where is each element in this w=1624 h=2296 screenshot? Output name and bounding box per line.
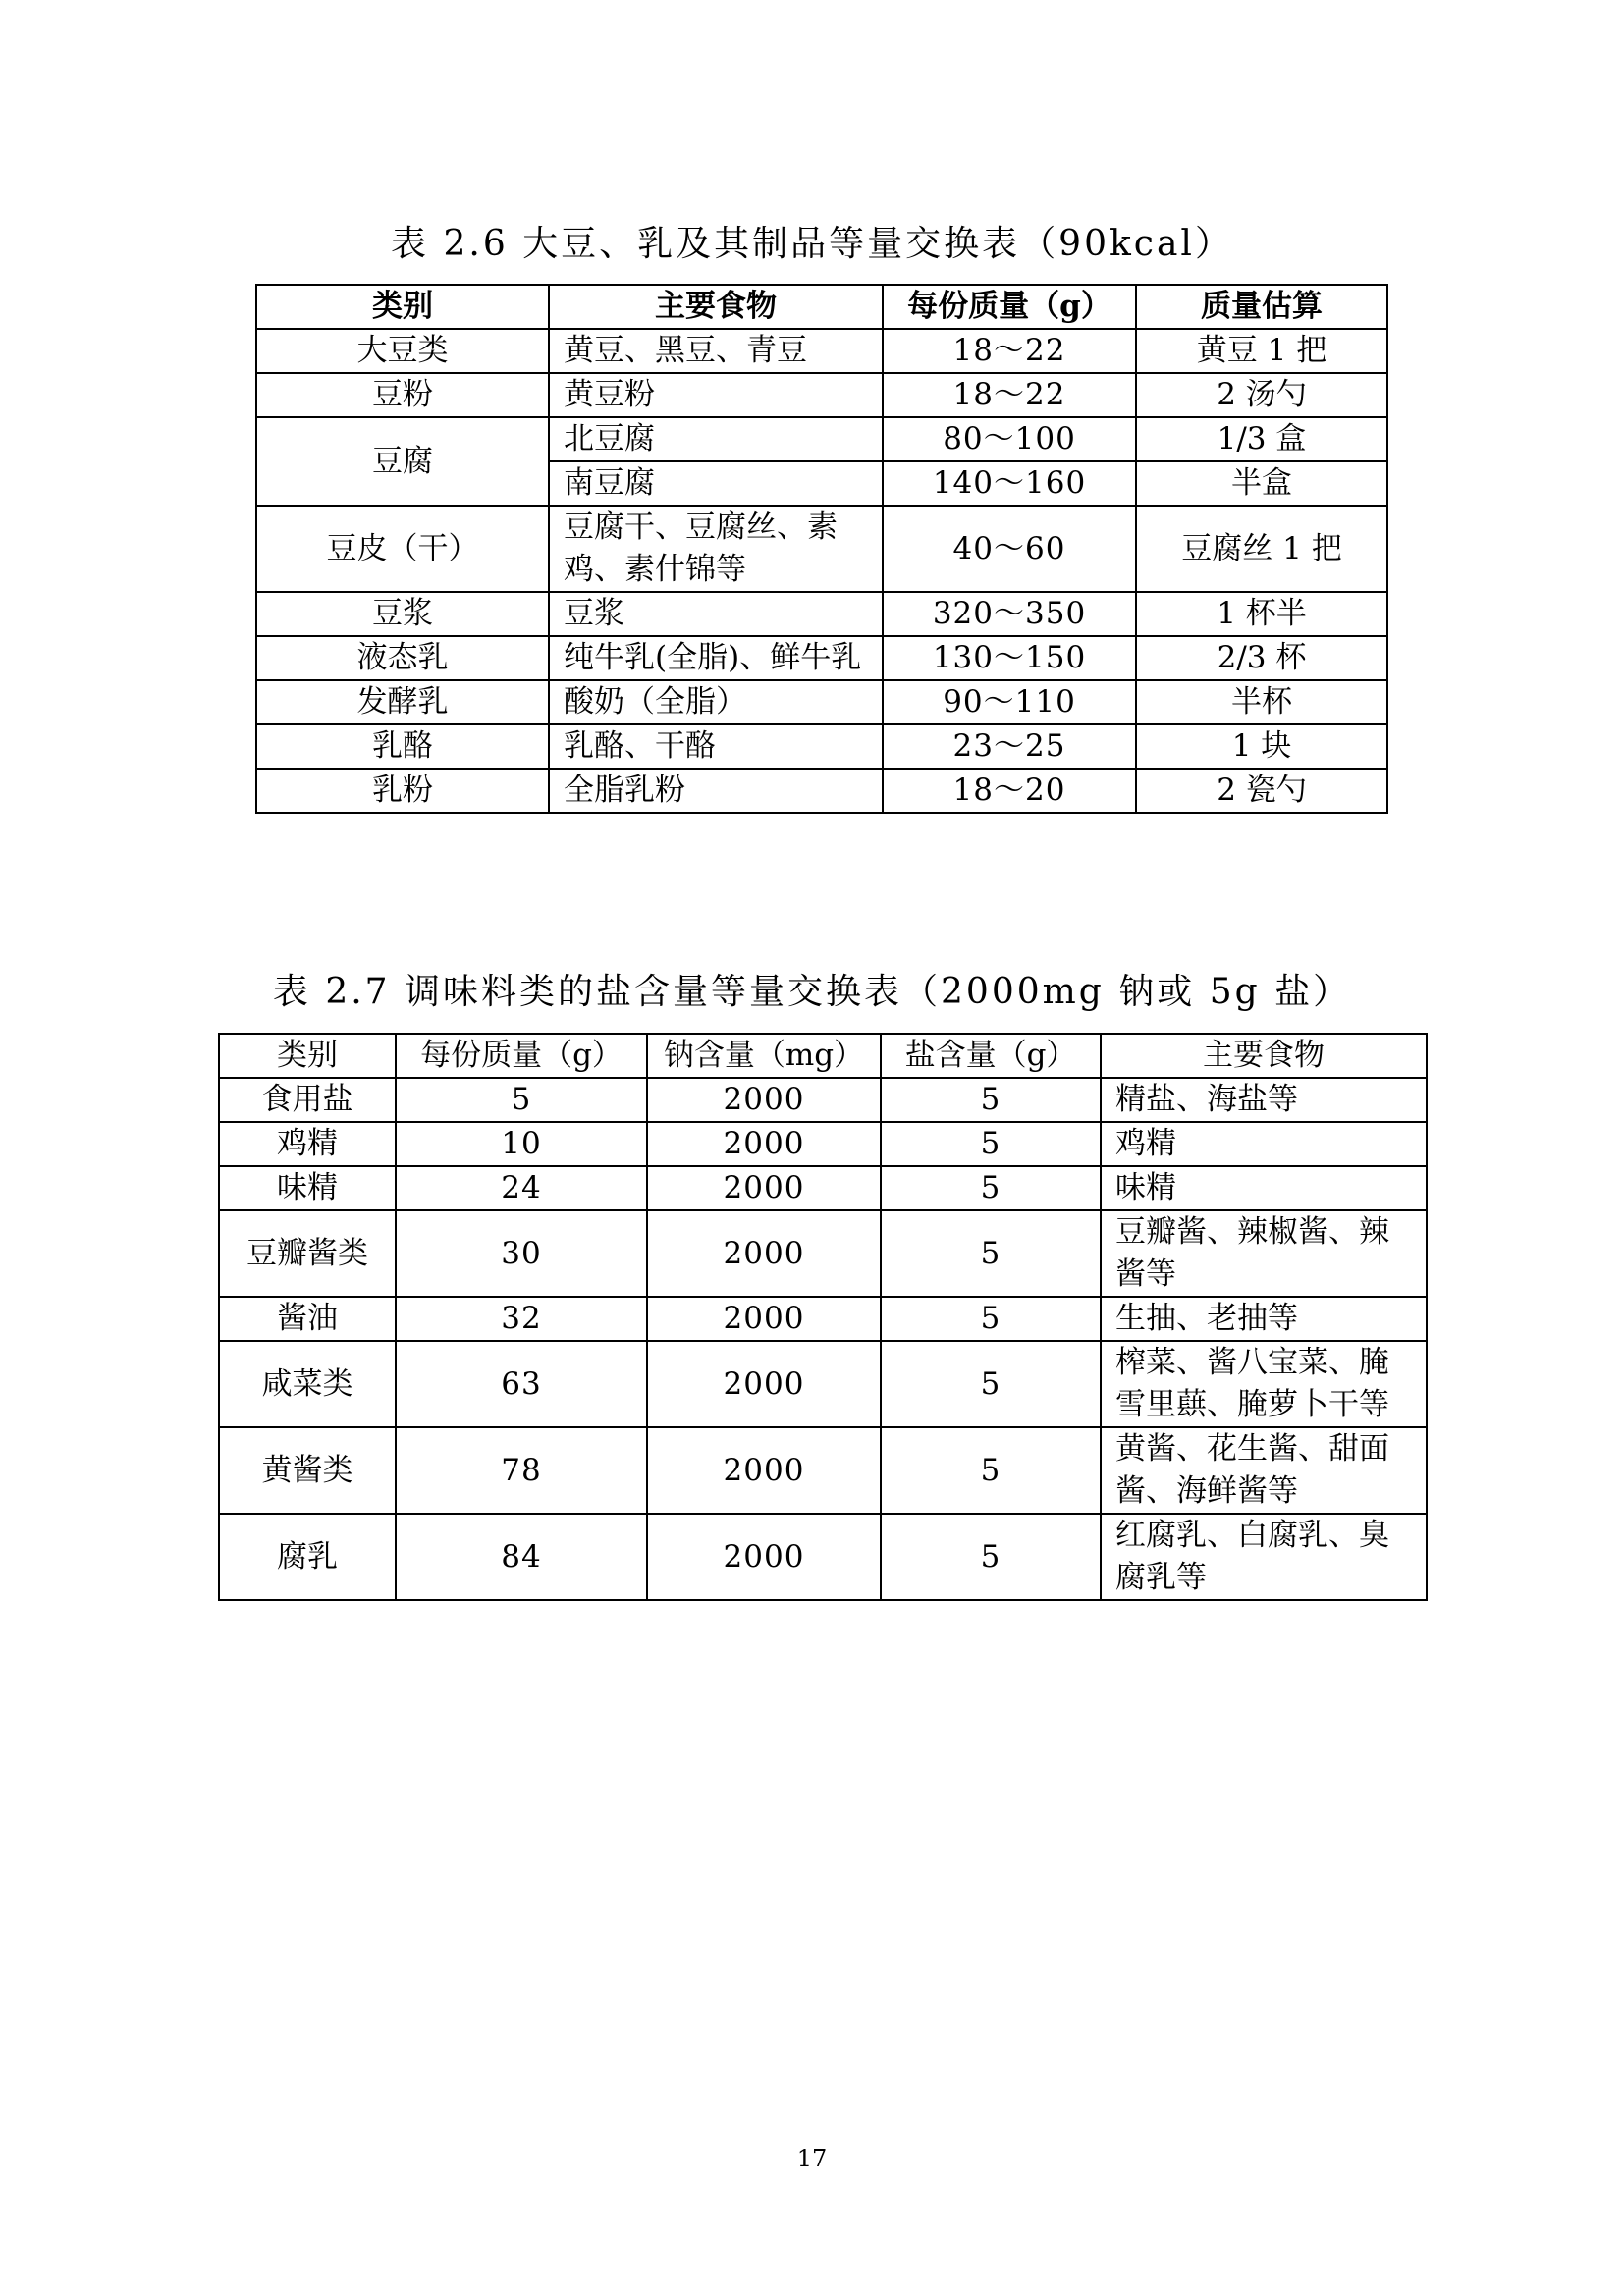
cell-estimate: 2 瓷勺 xyxy=(1136,769,1387,813)
soy-dairy-exchange-table xyxy=(255,284,1388,814)
cell-estimate: 1 块 xyxy=(1136,724,1387,769)
cell-sodium: 2000 xyxy=(647,1210,881,1297)
header-mass: 每份质量（g） xyxy=(396,1034,647,1078)
table2-caption: 表 2.7 调味料类的盐含量等量交换表（2000mg 钠或 5g 盐） xyxy=(272,972,1352,1012)
table-row xyxy=(256,769,1387,813)
cell-category: 豆皮（干） xyxy=(256,506,549,592)
cell-estimate: 1/3 盒 xyxy=(1136,417,1387,461)
cell-category: 大豆类 xyxy=(256,329,549,373)
cell-food: 酸奶（全脂） xyxy=(549,680,883,724)
table-row xyxy=(256,329,1387,373)
header-category: 类别 xyxy=(219,1034,396,1078)
table-row xyxy=(219,1122,1427,1166)
cell-food: 全脂乳粉 xyxy=(549,769,883,813)
seasoning-salt-exchange-table xyxy=(218,1033,1428,1601)
cell-mass: 18～20 xyxy=(883,769,1136,813)
cell-estimate: 2/3 杯 xyxy=(1136,636,1387,680)
cell-mass: 40～60 xyxy=(883,506,1136,592)
header-sodium: 钠含量（mg） xyxy=(647,1034,881,1078)
table-row xyxy=(256,373,1387,417)
cell-food: 黄酱、花生酱、甜面酱、海鲜酱等 xyxy=(1101,1427,1427,1514)
cell-sodium: 2000 xyxy=(647,1341,881,1427)
cell-food: 精盐、海盐等 xyxy=(1101,1078,1427,1122)
cell-estimate: 半杯 xyxy=(1136,680,1387,724)
cell-category: 豆瓣酱类 xyxy=(219,1210,396,1297)
cell-mass: 140～160 xyxy=(883,461,1136,506)
cell-sodium: 2000 xyxy=(647,1122,881,1166)
cell-sodium: 2000 xyxy=(647,1427,881,1514)
cell-category: 豆腐 xyxy=(256,417,549,506)
cell-food: 乳酪、干酪 xyxy=(549,724,883,769)
cell-category: 食用盐 xyxy=(219,1078,396,1122)
cell-mass: 320～350 xyxy=(883,592,1136,636)
cell-mass: 80～100 xyxy=(883,417,1136,461)
cell-mass: 18～22 xyxy=(883,329,1136,373)
cell-category: 发酵乳 xyxy=(256,680,549,724)
cell-mass: 90～110 xyxy=(883,680,1136,724)
header-estimate: 质量估算 xyxy=(1136,285,1387,329)
cell-food: 红腐乳、白腐乳、臭腐乳等 xyxy=(1101,1514,1427,1600)
cell-food: 北豆腐 xyxy=(549,417,883,461)
table-row xyxy=(256,592,1387,636)
cell-sodium: 2000 xyxy=(647,1297,881,1341)
header-category: 类别 xyxy=(256,285,549,329)
cell-category: 酱油 xyxy=(219,1297,396,1341)
table-row xyxy=(219,1166,1427,1210)
cell-food: 味精 xyxy=(1101,1166,1427,1210)
cell-food: 榨菜、酱八宝菜、腌雪里蕻、腌萝卜干等 xyxy=(1101,1341,1427,1427)
cell-salt: 5 xyxy=(881,1427,1101,1514)
cell-mass: 32 xyxy=(396,1297,647,1341)
cell-category: 鸡精 xyxy=(219,1122,396,1166)
cell-mass: 5 xyxy=(396,1078,647,1122)
cell-category: 腐乳 xyxy=(219,1514,396,1600)
cell-food: 鸡精 xyxy=(1101,1122,1427,1166)
header-mass: 每份质量（g） xyxy=(883,285,1136,329)
cell-salt: 5 xyxy=(881,1514,1101,1600)
cell-estimate: 豆腐丝 1 把 xyxy=(1136,506,1387,592)
table-row xyxy=(219,1514,1427,1600)
cell-food: 黄豆粉 xyxy=(549,373,883,417)
cell-food: 豆腐干、豆腐丝、素鸡、素什锦等 xyxy=(549,506,883,592)
cell-food: 豆浆 xyxy=(549,592,883,636)
cell-mass: 18～22 xyxy=(883,373,1136,417)
cell-estimate: 2 汤勺 xyxy=(1136,373,1387,417)
cell-mass: 10 xyxy=(396,1122,647,1166)
cell-category: 液态乳 xyxy=(256,636,549,680)
cell-category: 豆粉 xyxy=(256,373,549,417)
cell-salt: 5 xyxy=(881,1078,1101,1122)
cell-food: 纯牛乳(全脂)、鲜牛乳 xyxy=(549,636,883,680)
cell-category: 乳酪 xyxy=(256,724,549,769)
table-row xyxy=(219,1210,1427,1297)
cell-food: 南豆腐 xyxy=(549,461,883,506)
table-row xyxy=(256,680,1387,724)
cell-salt: 5 xyxy=(881,1297,1101,1341)
table-row xyxy=(256,506,1387,592)
cell-sodium: 2000 xyxy=(647,1078,881,1122)
table-row xyxy=(256,417,1387,461)
cell-sodium: 2000 xyxy=(647,1166,881,1210)
table1-caption: 表 2.6 大豆、乳及其制品等量交换表（90kcal） xyxy=(391,224,1233,264)
table-row xyxy=(256,636,1387,680)
cell-mass: 24 xyxy=(396,1166,647,1210)
cell-food: 生抽、老抽等 xyxy=(1101,1297,1427,1341)
cell-category: 味精 xyxy=(219,1166,396,1210)
cell-mass: 63 xyxy=(396,1341,647,1427)
table-header-row xyxy=(219,1034,1427,1078)
cell-food: 豆瓣酱、辣椒酱、辣酱等 xyxy=(1101,1210,1427,1297)
cell-estimate: 1 杯半 xyxy=(1136,592,1387,636)
cell-estimate: 黄豆 1 把 xyxy=(1136,329,1387,373)
cell-salt: 5 xyxy=(881,1122,1101,1166)
cell-mass: 30 xyxy=(396,1210,647,1297)
header-food: 主要食物 xyxy=(1101,1034,1427,1078)
cell-category: 黄酱类 xyxy=(219,1427,396,1514)
cell-mass: 78 xyxy=(396,1427,647,1514)
page-number: 17 xyxy=(796,2145,828,2172)
header-food: 主要食物 xyxy=(549,285,883,329)
cell-estimate: 半盒 xyxy=(1136,461,1387,506)
table-row xyxy=(219,1078,1427,1122)
cell-category: 豆浆 xyxy=(256,592,549,636)
cell-salt: 5 xyxy=(881,1166,1101,1210)
cell-food: 黄豆、黑豆、青豆 xyxy=(549,329,883,373)
cell-mass: 23～25 xyxy=(883,724,1136,769)
table-header-row xyxy=(256,285,1387,329)
table-row xyxy=(219,1297,1427,1341)
cell-mass: 130～150 xyxy=(883,636,1136,680)
table-row xyxy=(219,1427,1427,1514)
cell-sodium: 2000 xyxy=(647,1514,881,1600)
header-salt: 盐含量（g） xyxy=(881,1034,1101,1078)
cell-salt: 5 xyxy=(881,1341,1101,1427)
cell-salt: 5 xyxy=(881,1210,1101,1297)
cell-category: 乳粉 xyxy=(256,769,549,813)
cell-mass: 84 xyxy=(396,1514,647,1600)
table-row xyxy=(219,1341,1427,1427)
cell-category: 咸菜类 xyxy=(219,1341,396,1427)
table-row xyxy=(256,724,1387,769)
